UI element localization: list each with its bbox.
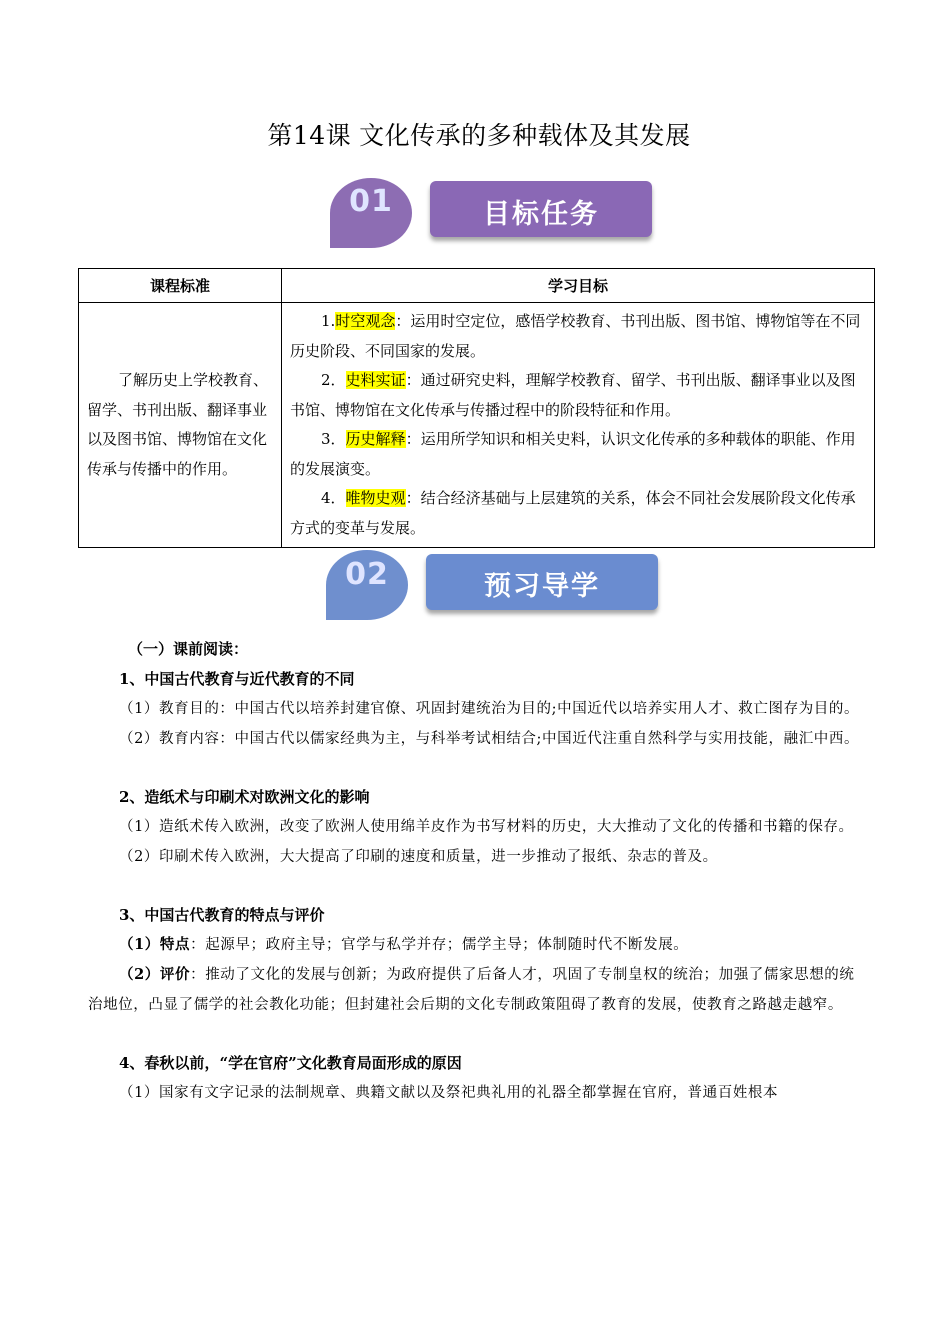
section-paragraph: （2）评价：推动了文化的发展与创新；为政府提供了后备人才，巩固了专制皇权的统治；加强了儒家思想的统治地位，凸显了儒学的社会教化功能；但封建社会后期的文化专制政策阻碍了教育的发展，使教育之路越走越窄。 (88, 966, 855, 1013)
table-header-row (79, 269, 875, 303)
objective-key: 史料实证 (345, 371, 406, 389)
banner-label: 目标任务 (483, 199, 599, 230)
page-title (0, 116, 950, 152)
header-standard: 课程标准 (79, 269, 282, 303)
learning-objectives (282, 303, 875, 548)
section-paragraph: （1）造纸术传入欧洲，改变了欧洲人使用绵羊皮作为书写材料的历史，大大推动了文化的传播和书籍的保存。 (119, 819, 854, 835)
pre-reading (88, 634, 868, 1108)
table-row (79, 303, 875, 548)
section-title: 1、中国古代教育与近代教育的不同 (119, 670, 355, 688)
section-paragraph: （1）国家有文字记录的法制规章、典籍文献以及祭祀典礼用的礼器全都掌握在官府，普通百姓根本 (119, 1085, 779, 1101)
section-title: 2、造纸术与印刷术对欧洲文化的影响 (119, 788, 370, 806)
section-banner-goals (330, 178, 660, 248)
objective-item: 4．唯物史观：结合经济基础与上层建筑的关系，体会不同社会发展阶段文化传承方式的变革与发展。 (290, 489, 856, 537)
lesson-number: 第14课 (267, 121, 352, 150)
objective-key: 历史解释 (345, 430, 406, 448)
banner-label: 预习导学 (484, 571, 600, 602)
section-paragraph: （1）特点：起源早；政府主导；官学与私学并存；儒学主导；体制随时代不断发展。 (119, 936, 689, 953)
objective-item: 3．历史解释：运用所学知识和相关史料，认识文化传承的多种载体的职能、作用的发展演变。 (290, 430, 856, 478)
banner-number: 02 (345, 557, 389, 592)
section-paragraph: （2）教育内容：中国古代以儒家经典为主，与科举考试相结合;中国近代注重自然科学与实用技能，融汇中西。 (119, 731, 860, 747)
header-objectives: 学习目标 (282, 269, 875, 303)
banner-number: 01 (349, 184, 393, 219)
reading-heading: （一）课前阅读： (128, 640, 249, 658)
objective-item: 1.时空观念：运用时空定位，感悟学校教育、书刊出版、图书馆、博物馆等在不同历史阶段、不同国家的发展。 (290, 312, 861, 360)
section-paragraph: （2）印刷术传入欧洲，大大提高了印刷的速度和质量，进一步推动了报纸、杂志的普及。 (119, 849, 718, 865)
objective-key: 时空观念 (335, 312, 396, 330)
objective-item: 2．史料实证：通过研究史料，理解学校教育、留学、书刊出版、翻译事业以及图书馆、博物馆在文化传承与传播过程中的阶段特征和作用。 (290, 371, 856, 419)
section-banner-preview (326, 548, 662, 618)
section-title: 4、春秋以前，“学在官府”文化教育局面形成的原因 (119, 1054, 462, 1072)
section-paragraph: （1）教育目的：中国古代以培养封建官僚、巩固封建统治为目的;中国近代以培养实用人才、救亡图存为目的。 (119, 701, 860, 717)
goals-table (78, 268, 875, 548)
lesson-name: 文化传承的多种载体及其发展 (359, 121, 691, 150)
objective-key: 唯物史观 (345, 489, 406, 507)
section-title: 3、中国古代教育的特点与评价 (119, 906, 325, 924)
course-standard: 了解历史上学校教育、留学、书刊出版、翻译事业以及图书馆、博物馆在文化传承与传播中的作用。 (79, 303, 282, 548)
